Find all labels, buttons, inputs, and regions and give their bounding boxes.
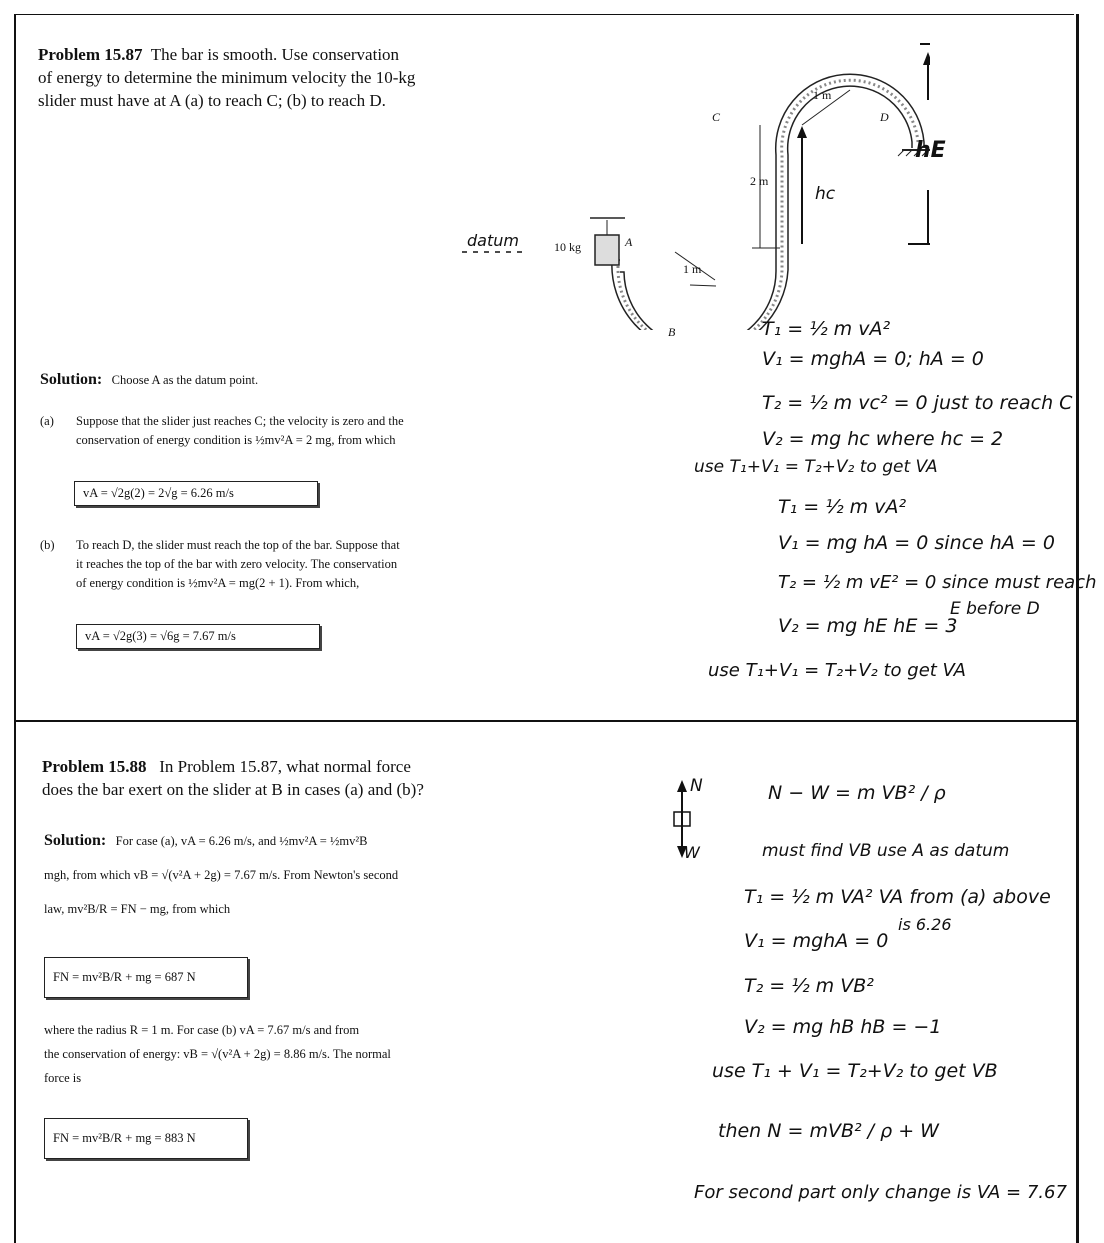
note-line: use T₁+V₁ = T₂+V₂ to get VA <box>708 660 966 681</box>
part-b-tag: (b) <box>40 538 55 552</box>
note-line: For second part only change is VA = 7.67 <box>694 1182 1067 1203</box>
solution-line: the conservation of energy: vB = √(v²A + 2g) = 8.86 m/s. The normal <box>44 1047 391 1061</box>
note-line: use T₁ + V₁ = T₂+V₂ to get VB <box>712 1060 998 1082</box>
note-line: use T₁+V₁ = T₂+V₂ to get VA <box>694 457 938 477</box>
part-a-line: Suppose that the slider just reaches C; the velocity is zero and the <box>76 414 404 428</box>
part-a-text <box>40 412 530 450</box>
note-line: V₁ = mghA = 0 <box>744 930 889 952</box>
case-a-answer: FN = mv²B/R + mg = 687 N <box>44 957 248 998</box>
point-a-label: A <box>625 235 633 249</box>
note-line: V₁ = mghA = 0; hA = 0 <box>762 348 984 370</box>
part-b-text <box>40 536 530 593</box>
problem-15-88-title <box>42 755 532 801</box>
note-line: V₂ = mg hE hE = 3 <box>778 615 958 637</box>
note-line: must find VB use A as datum <box>762 841 1010 861</box>
note-line: T₁ = ½ m vA² <box>762 318 891 340</box>
point-c-label: C <box>712 110 721 124</box>
mass-label: 10 kg <box>554 240 581 254</box>
solution-15-88 <box>44 824 524 926</box>
problem-text-line: The bar is smooth. Use conservation <box>150 45 400 64</box>
note-line: V₂ = mg hc where hc = 2 <box>762 428 1004 450</box>
part-b-line: of energy condition is ½mv²A = mg(2 + 1). From which, <box>76 576 360 590</box>
datum-label: datum <box>467 231 519 250</box>
note-line: T₂ = ½ m vE² = 0 since must reach <box>778 572 1097 593</box>
solution-line: mgh, from which vB = √(v²A + 2g) = 7.67 m/s. From Newton's second <box>44 868 399 882</box>
note-line: then N = mVB² / ρ + W <box>718 1120 939 1142</box>
problem-text-line: does the bar exert on the slider at B in cases (a) and (b)? <box>42 780 424 799</box>
part-a-answer: vA = √2g(2) = 2√g = 6.26 m/s <box>74 481 318 506</box>
problem-text-line: of energy to determine the minimum velocity the 10-kg <box>38 68 416 87</box>
solution-line: For case (a), vA = 6.26 m/s, and ½mv²A = ½mv²B <box>115 834 368 848</box>
point-b-label: B <box>668 325 676 339</box>
problem-15-87-title <box>38 43 518 112</box>
solution-line: force is <box>44 1071 82 1085</box>
part-b-line: it reaches the top of the bar with zero velocity. The conservation <box>76 557 398 571</box>
solution-heading: Solution: <box>40 371 103 388</box>
part-a-line: conservation of energy condition is ½mv²A = 2 mg, from which <box>76 433 396 447</box>
note-line: is 6.26 <box>898 915 952 934</box>
note-line: N − W = m VB² / ρ <box>768 782 946 804</box>
radius-lower-label: 1 m <box>683 262 702 276</box>
point-d-label: D <box>880 110 889 124</box>
solution-intro: Choose A as the datum point. <box>111 373 259 387</box>
solution-line: law, mv²B/R = FN − mg, from which <box>44 902 231 916</box>
problem-number: Problem 15.87 <box>38 45 143 64</box>
fbd-normal-label: N <box>690 776 703 796</box>
radius-upper-label: 1 m <box>813 88 832 102</box>
bar-diagram <box>450 30 930 330</box>
note-line: T₁ = ½ m VA² VA from (a) above <box>744 886 1051 908</box>
page-border-right <box>1076 14 1079 1243</box>
note-line: T₂ = ½ m vc² = 0 just to reach C <box>762 392 1073 414</box>
part-b-answer: vA = √2g(3) = √6g = 7.67 m/s <box>76 624 320 649</box>
part-b-line: To reach D, the slider must reach the top of the bar. Suppose that <box>76 538 400 552</box>
note-line: T₁ = ½ m vA² <box>778 496 907 518</box>
solution-15-88-b <box>44 1018 524 1090</box>
fbd-weight-label: W <box>684 843 700 862</box>
height-label: 2 m <box>750 174 769 188</box>
note-line: T₂ = ½ m VB² <box>744 975 874 997</box>
problem-text-line: slider must have at A (a) to reach C; (b) to reach D. <box>38 91 386 110</box>
hc-label: hc <box>815 184 836 204</box>
he-label: hE <box>915 138 946 163</box>
note-line: E before D <box>950 599 1040 619</box>
problem-text-line: In Problem 15.87, what normal force <box>159 757 411 776</box>
part-a-tag: (a) <box>40 414 54 428</box>
page-border-left <box>14 14 16 1243</box>
solution-15-87 <box>40 370 520 390</box>
section-divider <box>14 720 1078 722</box>
solution-heading: Solution: <box>44 832 107 849</box>
page-border-top <box>14 14 1074 15</box>
case-b-answer: FN = mv²B/R + mg = 883 N <box>44 1118 248 1159</box>
note-line: V₂ = mg hB hB = −1 <box>744 1016 942 1038</box>
solution-line: where the radius R = 1 m. For case (b) vA = 7.67 m/s and from <box>44 1023 360 1037</box>
note-line: V₁ = mg hA = 0 since hA = 0 <box>778 532 1055 554</box>
problem-number: Problem 15.88 <box>42 757 147 776</box>
